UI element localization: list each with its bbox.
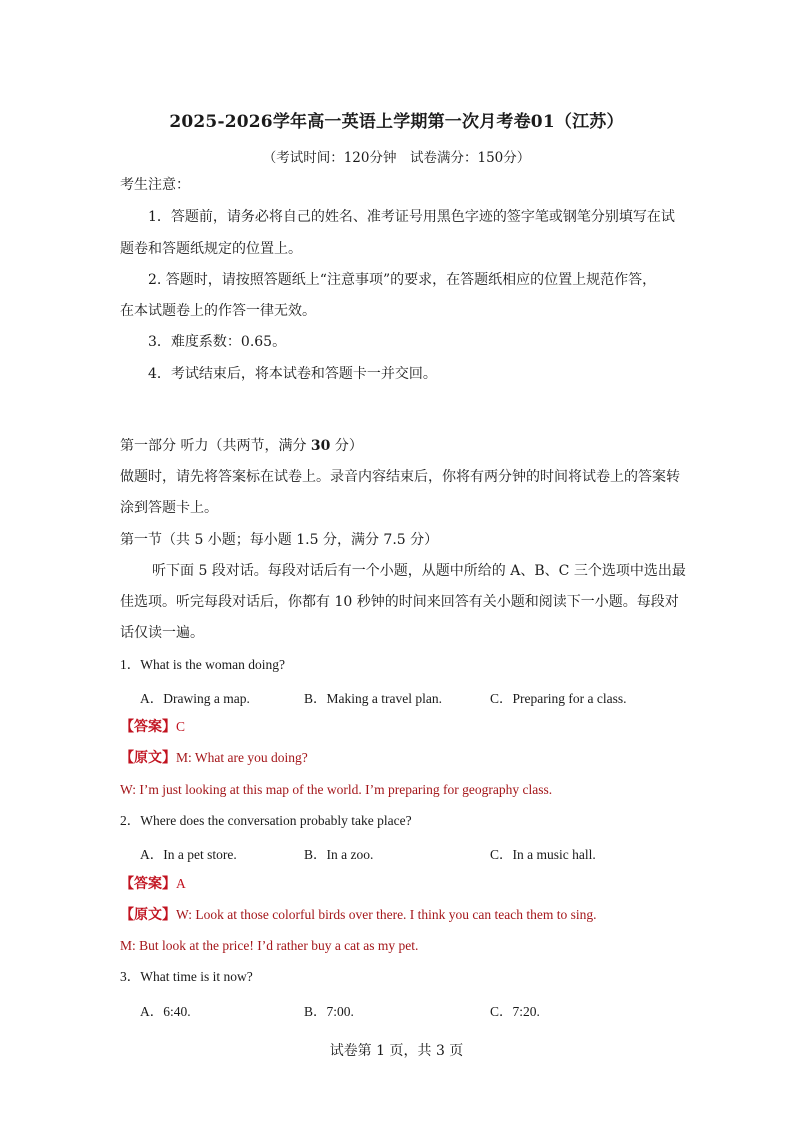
section1-instruction: 听下面 5 段对话。每段对话后有一个小题，从题中所给的 A、B、C 三个选项中选出最 <box>152 563 686 579</box>
notice-item-3: 3．难度系数：0.65。 <box>148 334 287 350</box>
notice-heading: 考生注意： <box>120 177 190 193</box>
question-2-answer <box>120 875 186 893</box>
question-2-option-a: A．In a pet store. <box>140 847 237 862</box>
notice-item-1: 1．答题前，请务必将自己的姓名、准考证号用黑色字迹的签字笔或钢笔分别填写在试 <box>148 209 675 225</box>
question-1-option-b: B．Making a travel plan. <box>304 691 442 706</box>
answer-label: 【答案】 <box>120 876 176 892</box>
question-2-transcript <box>120 906 597 924</box>
section1-heading: 第一节（共 5 小题；每小题 1.5 分，满分 7.5 分） <box>120 532 439 548</box>
transcript-label: 【原文】 <box>120 907 176 923</box>
part1-heading-post: 分） <box>330 438 363 454</box>
answer-value: C <box>176 719 186 734</box>
page-footer: 试卷第 1 页，共 3 页 <box>329 1043 464 1059</box>
section1-instruction-cont: 佳选项。听完每段对话后，你都有 10 秒钟的时间来回答有关小题和阅读下一小题。每段对 <box>120 594 679 610</box>
part1-heading-pre: 第一部分 听力（共两节，满分 <box>120 438 311 454</box>
part1-heading-score: 30 <box>310 438 331 454</box>
answer-value: A <box>176 876 186 891</box>
notice-item-2: 2. 答题时，请按照答题纸上“注意事项”的要求，在答题纸相应的位置上规范作答， <box>148 272 657 288</box>
question-3-option-a: A．6:40. <box>140 1004 191 1019</box>
part1-instruction-cont: 涂到答题卡上。 <box>120 500 218 516</box>
part1-instruction: 做题时，请先将答案标在试卷上。录音内容结束后，你将有两分钟的时间将试卷上的答案转 <box>120 469 680 485</box>
question-2-option-c: C．In a music hall. <box>490 847 596 862</box>
question-1-transcript <box>120 749 308 767</box>
transcript-line: M: What are you doing? <box>176 750 308 765</box>
question-2-option-b: B．In a zoo. <box>304 847 374 862</box>
question-1-transcript-cont: W: I’m just looking at this map of the world. I’m preparing for geography class. <box>120 782 553 797</box>
answer-label: 【答案】 <box>120 719 176 735</box>
question-3-option-b: B．7:00. <box>304 1004 354 1019</box>
exam-info: （考试时间：120分钟 试卷满分：150分） <box>262 150 531 166</box>
transcript-label: 【原文】 <box>120 750 176 766</box>
part1-heading <box>120 437 363 455</box>
page-title: 2025-2026学年高一英语上学期第一次月考卷01（江苏） <box>169 112 624 132</box>
section1-instruction-end: 话仅读一遍。 <box>120 625 204 641</box>
notice-item-4: 4．考试结束后，将本试卷和答题卡一并交回。 <box>148 366 437 382</box>
transcript-line: W: Look at those colorful birds over there. I think you can teach them to sing. <box>176 907 597 922</box>
question-2-transcript-cont: M: But look at the price! I’d rather buy a cat as my pet. <box>120 938 419 953</box>
question-1-option-a: A．Drawing a map. <box>140 691 250 706</box>
question-2-stem: 2．Where does the conversation probably take place? <box>120 813 412 828</box>
question-3-option-c: C．7:20. <box>490 1004 540 1019</box>
question-3-stem: 3．What time is it now? <box>120 969 253 984</box>
question-1-option-c: C．Preparing for a class. <box>490 691 627 706</box>
notice-item-1-cont: 题卷和答题纸规定的位置上。 <box>120 241 302 257</box>
question-1-stem: 1．What is the woman doing? <box>120 657 285 672</box>
notice-item-2-cont: 在本试题卷上的作答一律无效。 <box>120 303 316 319</box>
question-1-answer <box>120 718 185 736</box>
